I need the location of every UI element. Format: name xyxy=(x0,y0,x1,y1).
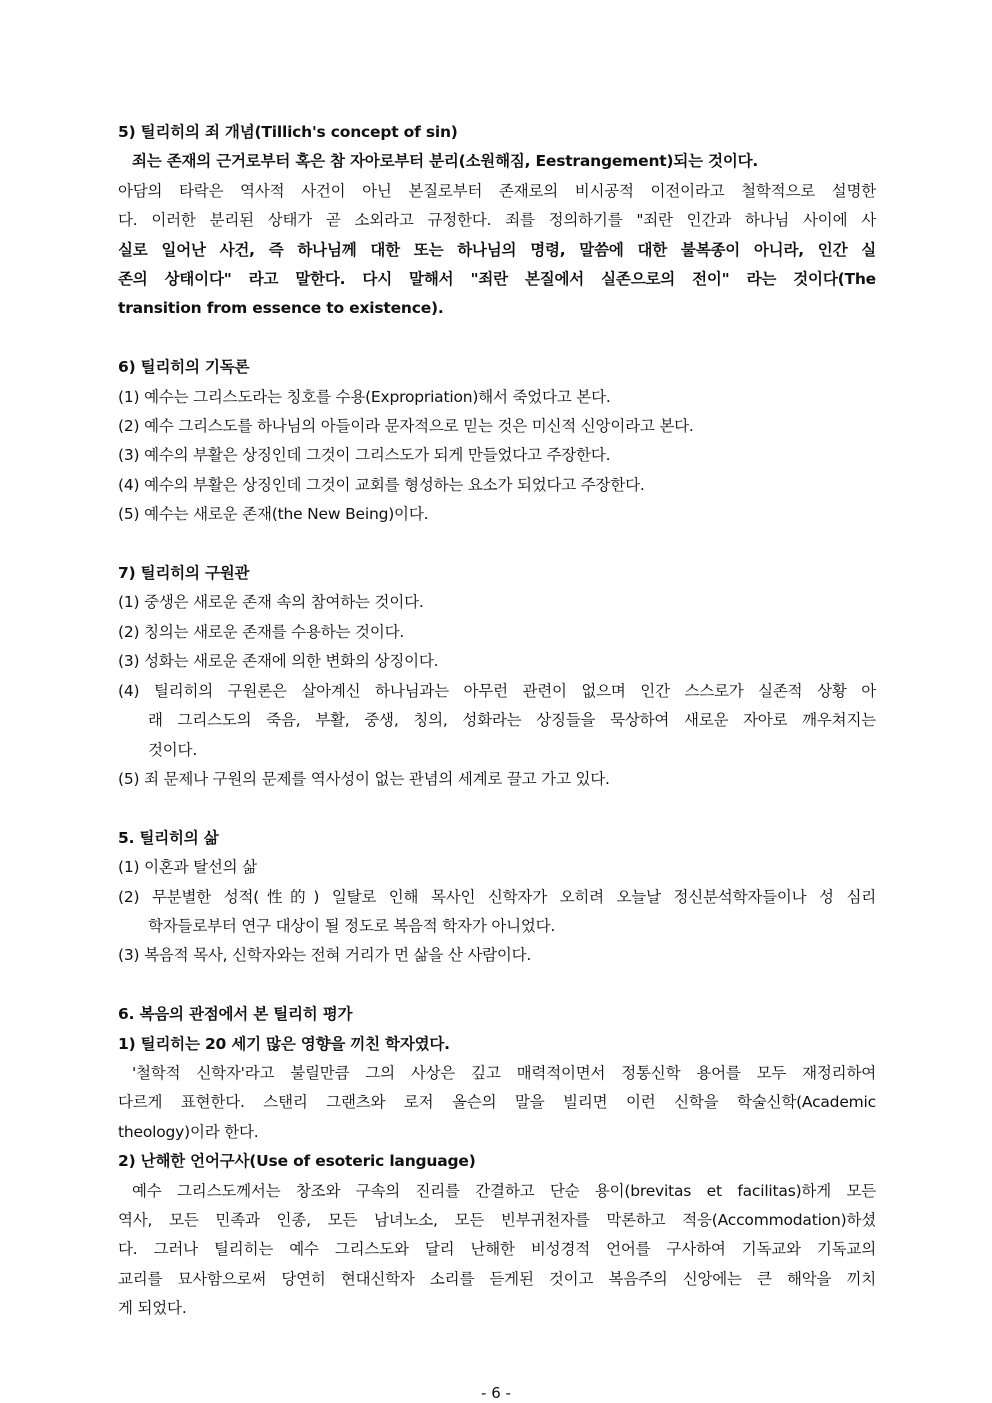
page-number: - 6 - xyxy=(481,1384,511,1402)
subsection-heading: 2) 난해한 언어구사(Use of esoteric language) xyxy=(118,1152,476,1171)
paragraph-line: 역사, 모든 민족과 인종, 모든 남녀노소, 모든 빈부귀천자를 막론하고 적응(Accommodation)하셨 xyxy=(118,1210,876,1229)
list-item-continuation: 학자들로부터 연구 대상이 될 정도로 복음적 학자가 아니었다. xyxy=(148,916,556,935)
document-page xyxy=(118,118,876,1324)
paragraph-line: 게 되었다. xyxy=(118,1299,187,1318)
section-heading-life: 5. 틸리히의 삶 xyxy=(118,828,219,847)
paragraph-line: 다. 그러나 틸리히는 예수 그리스도와 달리 난해한 비성경적 언어를 구사하여 기독교와 기독교의 xyxy=(118,1240,876,1259)
list-item: (5) 예수는 새로운 존재(the New Being)이다. xyxy=(118,505,429,524)
list-item: (4) 틸리히의 구원론은 살아계신 하나님과는 아무런 관련이 없으며 인간 스스로가 실존적 상황 아 xyxy=(118,681,876,700)
section-heading-soteriology: 7) 틸리히의 구원관 xyxy=(118,564,250,583)
list-item-continuation: 래 그리스도의 죽음, 부활, 중생, 칭의, 성화라는 상징들을 묵상하여 새로운 자아로 깨우쳐지는 xyxy=(148,711,876,730)
section-heading-evaluation: 6. 복음의 관점에서 본 틸리히 평가 xyxy=(118,1005,353,1024)
paragraph-line: 예수 그리스도께서는 창조와 구속의 진리를 간결하고 단순 용이(brevitas et facilitas)하게 모든 xyxy=(132,1181,876,1200)
list-item: (1) 이혼과 탈선의 삶 xyxy=(118,858,257,877)
paragraph-line: 교리를 묘사함으로써 당연히 현대신학자 소리를 듣게된 것이고 복음주의 신앙에는 큰 해악을 끼치 xyxy=(118,1269,876,1288)
list-item: (3) 예수의 부활은 상징인데 그것이 그리스도가 되게 만들었다고 주장한다. xyxy=(118,446,611,465)
list-item: (1) 예수는 그리스도라는 칭호를 수용(Expropriation)해서 죽었다고 본다. xyxy=(118,387,611,406)
paragraph-line: 다. 이러한 분리된 상태가 곧 소외라고 규정한다. 죄를 정의하기를 "죄란 인간과 하나님 사이에 사 xyxy=(118,211,876,230)
paragraph-line: 죄는 존재의 근거로부터 혹은 참 자아로부터 분리(소원해짐, Eestrangement)되는 것이다. xyxy=(132,152,759,171)
paragraph-line: 다르게 표현한다. 스탠리 그랜츠와 로저 올슨의 말을 빌리면 이런 신학을 학술신학(Academic xyxy=(118,1093,876,1112)
subsection-heading: 1) 틸리히는 20 세기 많은 영향을 끼친 학자였다. xyxy=(118,1034,450,1053)
paragraph-line: '철학적 신학자'라고 불릴만큼 그의 사상은 깊고 매력적이면서 정통신학 용어를 모두 재정리하여 xyxy=(132,1063,876,1082)
paragraph-line: theology)이라 한다. xyxy=(118,1122,259,1141)
list-item: (3) 성화는 새로운 존재에 의한 변화의 상징이다. xyxy=(118,652,439,671)
paragraph-line: 실로 일어난 사건, 즉 하나님께 대한 또는 하나님의 명령, 말씀에 대한 불복종이 아니라, 인간 실 xyxy=(118,240,876,259)
list-item: (2) 칭의는 새로운 존재를 수용하는 것이다. xyxy=(118,622,405,641)
list-item: (5) 죄 문제나 구원의 문제를 역사성이 없는 관념의 세계로 끌고 가고 있다. xyxy=(118,769,610,788)
paragraph-line: transition from essence to existence). xyxy=(118,299,444,318)
list-item: (2) 무분별한 성적(性的) 일탈로 인해 목사인 신학자가 오히려 오늘날 정신분석학자들이나 성 심리 xyxy=(118,887,876,906)
paragraph-line: 아담의 타락은 역사적 사건이 아닌 본질로부터 존재로의 비시공적 이전이라고 철학적으로 설명한 xyxy=(118,181,876,200)
list-item: (4) 예수의 부활은 상징인데 그것이 교회를 형성하는 요소가 되었다고 주장한다. xyxy=(118,475,645,494)
list-item-continuation: 것이다. xyxy=(148,740,198,759)
list-item: (3) 복음적 목사, 신학자와는 전혀 거리가 먼 삶을 산 사람이다. xyxy=(118,946,532,965)
paragraph-line: 존의 상태이다" 라고 말한다. 다시 말해서 "죄란 본질에서 실존으로의 전이" 라는 것이다(The xyxy=(118,270,876,289)
list-item: (1) 중생은 새로운 존재 속의 참여하는 것이다. xyxy=(118,593,424,612)
section-heading-christology: 6) 틸리히의 기독론 xyxy=(118,358,250,377)
section-heading-sin: 5) 틸리히의 죄 개념(Tillich's concept of sin) xyxy=(118,123,458,141)
list-item: (2) 예수 그리스도를 하나님의 아들이라 문자적으로 믿는 것은 미신적 신앙이라고 본다. xyxy=(118,417,694,436)
